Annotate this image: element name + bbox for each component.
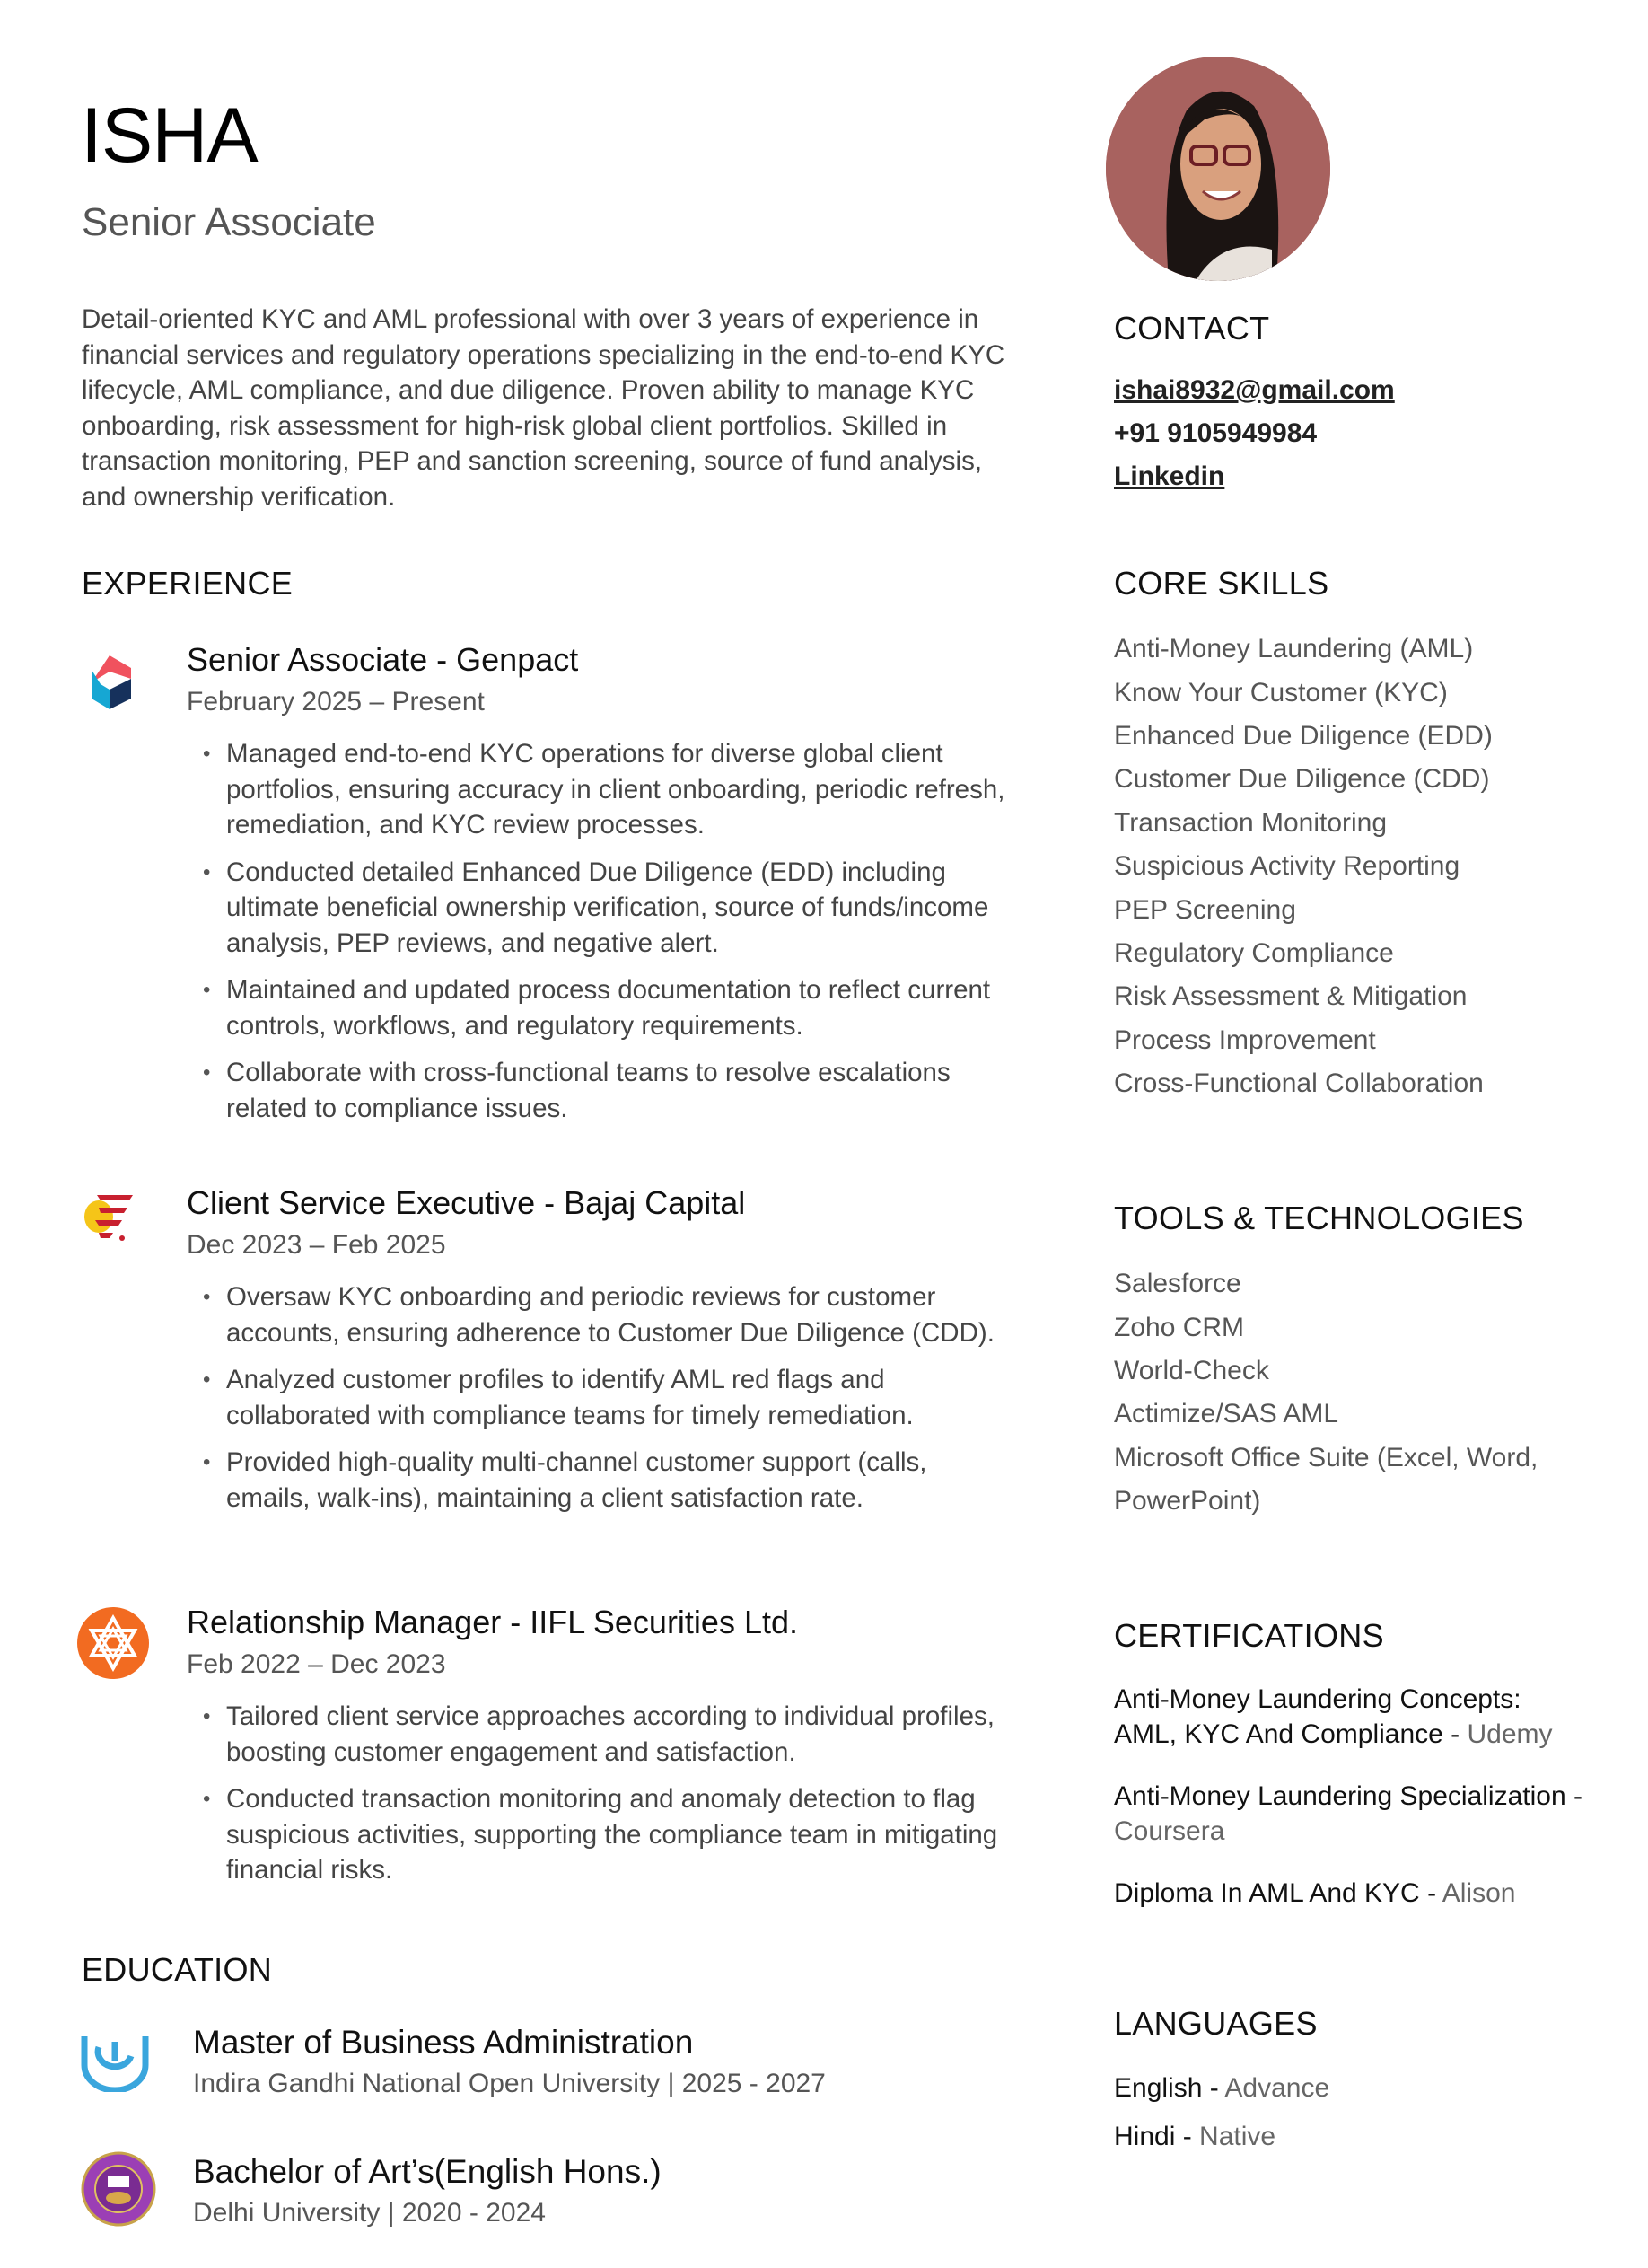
delhi-university-logo [81, 2151, 156, 2231]
tool-item: Microsoft Office Suite (Excel, Word, PowerPoint) [1114, 1442, 1538, 1516]
experience-heading: EXPERIENCE [82, 565, 294, 602]
language-name: English [1114, 2073, 1203, 2104]
job-bullet: • Provided high-quality multi-channel customer support (calls, emails, walk-ins), maintaining a client satisfaction rate. [226, 1445, 1007, 1516]
profile-photo [1106, 57, 1330, 281]
education-detail: Delhi University | 2020 - 2024 [193, 2198, 546, 2228]
tool-item: Zoho CRM [1114, 1312, 1245, 1342]
tool-item: Actimize/SAS AML [1114, 1399, 1339, 1429]
phone-number: +91 9105949984 [1114, 418, 1318, 449]
linkedin-link[interactable]: Linkedin [1114, 462, 1225, 492]
language-item: Hindi - Native [1114, 2122, 1276, 2152]
certification-item: Diploma In AML And KYC - Alison [1114, 1878, 1516, 1909]
job-title: Senior Associate - Genpact [187, 641, 579, 678]
education-heading: EDUCATION [82, 1951, 273, 1988]
skill-item: Customer Due Diligence (CDD) [1114, 764, 1490, 795]
skill-item: Know Your Customer (KYC) [1114, 677, 1448, 708]
job-entry [75, 639, 1009, 1138]
certification-item: Anti-Money Laundering Concepts: AML, KYC And Compliance - Udemy [1114, 1684, 1553, 1750]
languages-heading: LANGUAGES [1114, 2005, 1318, 2042]
ignou-logo [79, 2029, 151, 2097]
job-dates: February 2025 – Present [187, 687, 485, 716]
job-bullet: • Analyzed customer profiles to identify AML red flags and collaborated with compliance teams for timely remediation. [226, 1362, 1007, 1433]
job-bullet: • Maintained and updated process documentation to reflect current controls, workflows, and regulatory requirements. [226, 972, 1007, 1043]
skill-item: Regulatory Compliance [1114, 938, 1394, 969]
certification-name: Anti-Money Laundering Concepts: AML, KYC And Compliance [1114, 1684, 1521, 1750]
certification-source: Alison [1442, 1878, 1516, 1909]
skill-item: Anti-Money Laundering (AML) [1114, 634, 1474, 664]
job-title: Client Service Executive - Bajaj Capital [187, 1184, 746, 1221]
language-item: English - Advance [1114, 2073, 1330, 2104]
job-bullet: • Collaborate with cross-functional teams to resolve escalations related to compliance issues. [226, 1055, 1007, 1126]
tools-heading: TOOLS & TECHNOLOGIES [1114, 1200, 1524, 1236]
contact-heading: CONTACT [1114, 310, 1270, 347]
certification-source: Udemy [1467, 1719, 1553, 1750]
certification-name: Anti-Money Laundering Specialization [1114, 1781, 1566, 1812]
education-entry [79, 2022, 1012, 2105]
skill-item: Transaction Monitoring [1114, 807, 1388, 838]
tools-section [1114, 1199, 1599, 1524]
languages-section [1114, 2004, 1599, 2161]
job-entry [75, 1182, 1009, 1527]
skill-item: Process Improvement [1114, 1024, 1376, 1055]
skill-item: PEP Screening [1114, 894, 1296, 925]
skill-item: Cross-Functional Collaboration [1114, 1068, 1484, 1099]
job-bullet: • Conducted detailed Enhanced Due Diligence (EDD) including ultimate beneficial ownership verification, source of funds/income analysis, PEP reviews, and negative alert. [226, 855, 1007, 962]
bajaj-capital-logo [83, 1190, 158, 1265]
job-bullet: • Oversaw KYC onboarding and periodic reviews for customer accounts, ensuring adherence to Customer Due Diligence (CDD). [226, 1279, 1007, 1350]
certifications-section [1114, 1616, 1590, 1938]
job-dates: Feb 2022 – Dec 2023 [187, 1649, 446, 1679]
skill-item: Suspicious Activity Reporting [1114, 851, 1460, 882]
education-degree: Master of Business Administration [193, 2024, 694, 2061]
candidate-title: Senior Associate [82, 200, 376, 244]
education-detail: Indira Gandhi National Open University | 2025 - 2027 [193, 2069, 826, 2098]
skill-item: Risk Assessment & Mitigation [1114, 981, 1468, 1012]
core-skills-heading: CORE SKILLS [1114, 565, 1329, 602]
job-entry [75, 1602, 1009, 1900]
education-entry [79, 2151, 1012, 2234]
job-bullets [75, 1699, 1009, 1888]
skill-item: Enhanced Due Diligence (EDD) [1114, 721, 1493, 751]
candidate-name: ISHA [81, 92, 258, 179]
language-name: Hindi [1114, 2122, 1176, 2152]
summary: Detail-oriented KYC and AML professional with over 3 years of experience in financial services and regulatory operations specializing in the end-to-end KYC lifecycle, AML compliance, and due diligence. Proven ability to manage KYC onboarding, risk assessment for high-risk global client portfolios. Skilled in transaction monitoring, PEP and sanction screening, source of fund analysis, and ownership verification. [82, 304, 1005, 512]
certification-source: Coursera [1114, 1816, 1225, 1847]
job-dates: Dec 2023 – Feb 2025 [187, 1230, 446, 1260]
iifl-logo [75, 1605, 151, 1681]
job-bullets [75, 1279, 1009, 1516]
job-bullet: • Managed end-to-end KYC operations for diverse global client portfolios, ensuring accuracy in client onboarding, periodic refresh, remediation, and KYC review processes. [226, 736, 1007, 843]
language-level: Advance [1224, 2073, 1330, 2104]
education-degree: Bachelor of Art’s(English Hons.) [193, 2153, 662, 2190]
certifications-heading: CERTIFICATIONS [1114, 1617, 1384, 1654]
tool-item: World-Check [1114, 1356, 1269, 1385]
email-link[interactable]: ishai8932@gmail.com [1114, 375, 1395, 406]
certification-name: Diploma In AML And KYC [1114, 1878, 1420, 1909]
job-bullets [75, 736, 1009, 1126]
certification-item: Anti-Money Laundering Specialization - Coursera [1114, 1781, 1582, 1847]
language-level: Native [1199, 2122, 1276, 2152]
job-bullet: • Conducted transaction monitoring and anomaly detection to flag suspicious activities, supporting the compliance team in mitigating financial risks. [226, 1781, 1007, 1888]
job-bullet: • Tailored client service approaches according to individual profiles, boosting customer engagement and satisfaction. [226, 1699, 1007, 1770]
contact-section [1114, 309, 1599, 498]
core-skills-section [1114, 564, 1599, 1106]
job-title: Relationship Manager - IIFL Securities Ltd. [187, 1604, 798, 1640]
tool-item: Salesforce [1114, 1269, 1241, 1299]
genpact-logo [83, 652, 158, 727]
